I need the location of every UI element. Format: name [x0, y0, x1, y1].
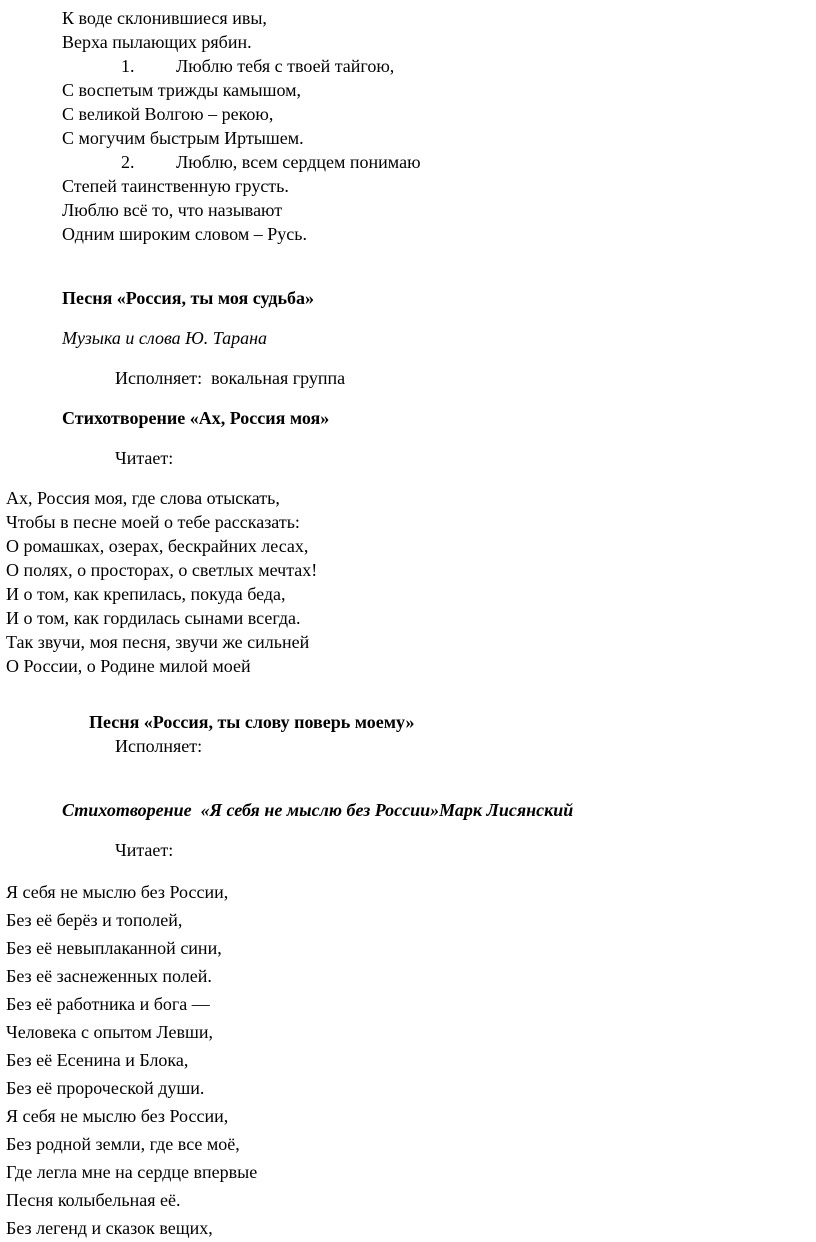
text-line — [62, 222, 796, 246]
line-text: Я себя не мыслю без России, — [6, 1106, 229, 1126]
line-text: Без её работника и бога — — [6, 994, 210, 1014]
line-text: Без её берёз и тополей, — [6, 910, 183, 930]
list-number: 1. — [121, 56, 135, 76]
list-number: 2. — [121, 152, 135, 172]
text-line — [6, 558, 796, 582]
text-line — [62, 174, 796, 198]
line-text: Исполняет: — [115, 736, 203, 756]
line-text: Без её невыплаканной сини, — [6, 938, 222, 958]
text-line — [6, 962, 796, 990]
line-text: Читает: — [115, 840, 174, 860]
line-text: Чтобы в песне моей о тебе рассказать: — [6, 512, 300, 532]
text-line — [6, 1130, 796, 1158]
numbered-line — [62, 54, 796, 78]
line-text: О ромашках, озерах, бескрайних лесах, — [6, 536, 309, 556]
text-line — [6, 1074, 796, 1102]
line-text: Стихотворение «Я себя не мыслю без России»Марк Лисянский — [62, 800, 574, 820]
line-text: С могучим быстрым Иртышем. — [62, 128, 304, 148]
line-text: Степей таинственную грусть. — [62, 176, 289, 196]
line-text: Без её Есенина и Блока, — [6, 1050, 189, 1070]
line-text: Песня колыбельная её. — [6, 1190, 181, 1210]
text-line — [62, 102, 796, 126]
line-text: Песня «Россия, ты моя судьба» — [62, 288, 314, 308]
text-line — [6, 906, 796, 934]
text-line — [62, 198, 796, 222]
line-text: С великой Волгою – рекою, — [62, 104, 274, 124]
text-line — [62, 326, 796, 350]
text-line — [115, 366, 796, 390]
line-text: Без её пророческой души. — [6, 1078, 205, 1098]
line-text: Без родной земли, где все моё, — [6, 1134, 240, 1154]
line-text: Где легла мне на сердце впервые — [6, 1162, 258, 1182]
text-line — [6, 510, 796, 534]
line-text: Так звучи, моя песня, звучи же сильней — [6, 632, 310, 652]
line-text: С воспетым трижды камышом, — [62, 80, 302, 100]
text-line — [6, 878, 796, 906]
line-text: О полях, о просторах, о светлых мечтах! — [6, 560, 318, 580]
text-line — [6, 1158, 796, 1186]
text-line — [6, 606, 796, 630]
text-line — [6, 534, 796, 558]
text-line — [6, 1018, 796, 1046]
line-text: Люблю тебя с твоей тайгою, — [176, 56, 395, 76]
text-line — [6, 654, 796, 678]
text-line — [6, 1214, 796, 1242]
text-line — [6, 582, 796, 606]
text-line — [62, 78, 796, 102]
numbered-line — [62, 150, 796, 174]
line-text: Без её заснеженных полей. — [6, 966, 212, 986]
text-line — [6, 1186, 796, 1214]
line-text: Человека с опытом Левши, — [6, 1022, 213, 1042]
line-text: И о том, как гордилась сынами всегда. — [6, 608, 301, 628]
text-line — [6, 1046, 796, 1074]
line-text: Читает: — [115, 448, 174, 468]
text-line — [62, 286, 796, 310]
line-text: Люблю, всем сердцем понимаю — [176, 152, 421, 172]
text-line — [6, 1102, 796, 1130]
text-line — [6, 934, 796, 962]
text-line — [62, 30, 796, 54]
text-line — [115, 734, 796, 758]
line-text: Люблю всё то, что называют — [62, 200, 283, 220]
text-line — [62, 126, 796, 150]
text-line — [62, 406, 796, 430]
line-text: К воде склонившиеся ивы, — [62, 8, 267, 28]
line-text: Музыка и слова Ю. Тарана — [62, 328, 268, 348]
line-text: Ах, Россия моя, где слова отыскать, — [6, 488, 280, 508]
text-line — [115, 446, 796, 470]
document-body — [6, 6, 796, 1242]
line-text: О России, о Родине милой моей — [6, 656, 251, 676]
line-text: И о том, как крепилась, покуда беда, — [6, 584, 286, 604]
text-line — [62, 798, 796, 822]
text-line — [89, 710, 796, 734]
text-line — [62, 6, 796, 30]
line-text: Исполняет: вокальная группа — [115, 368, 346, 388]
line-text: Без легенд и сказок вещих, — [6, 1218, 213, 1238]
line-text: Верха пылающих рябин. — [62, 32, 252, 52]
text-line — [115, 838, 796, 862]
text-line — [6, 990, 796, 1018]
line-text: Стихотворение «Ах, Россия моя» — [62, 408, 330, 428]
text-line — [6, 630, 796, 654]
line-text: Я себя не мыслю без России, — [6, 882, 229, 902]
line-text: Одним широким словом – Русь. — [62, 224, 307, 244]
text-line — [6, 486, 796, 510]
line-text: Песня «Россия, ты слову поверь моему» — [89, 712, 415, 732]
